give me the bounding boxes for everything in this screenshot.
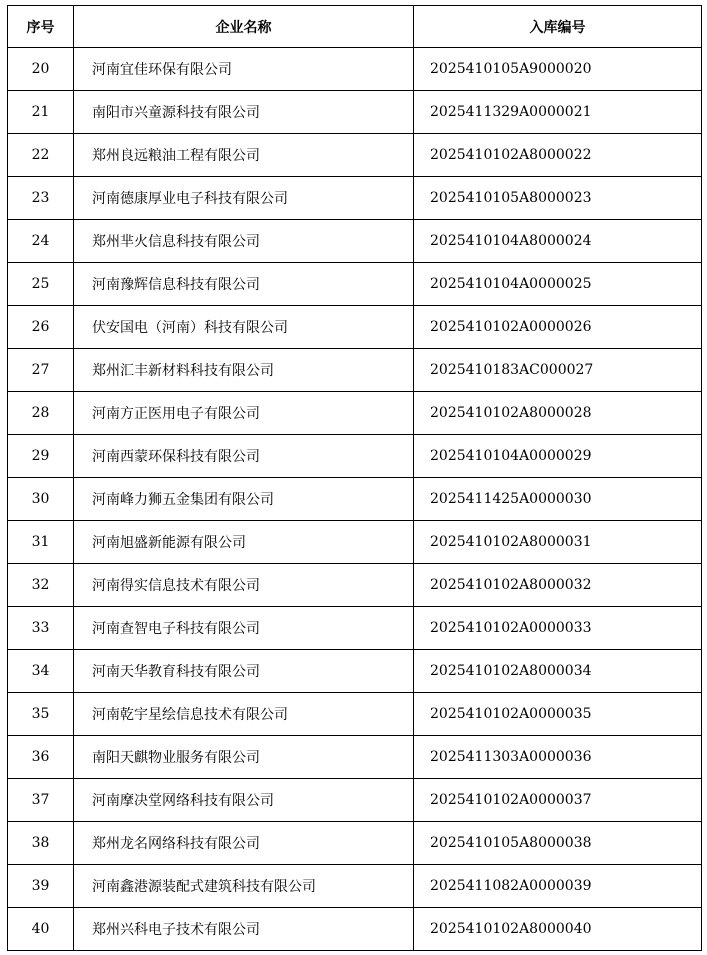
registration-number-cell: 2025410102A8000028: [414, 392, 702, 435]
header-registration-number: 入库编号: [414, 6, 702, 48]
company-name-cell: 郑州兴科电子技术有限公司: [74, 908, 414, 951]
company-name-cell: 河南旭盛新能源有限公司: [74, 521, 414, 564]
table-row: [8, 908, 702, 951]
table-row: [8, 220, 702, 263]
serial-number-cell: 33: [8, 607, 74, 650]
company-name-cell: 郑州龙名网络科技有限公司: [74, 822, 414, 865]
table-row: [8, 865, 702, 908]
company-name-cell: 河南豫辉信息科技有限公司: [74, 263, 414, 306]
serial-number-cell: 40: [8, 908, 74, 951]
registration-number-cell: 2025411329A0000021: [414, 91, 702, 134]
header-company-name: 企业名称: [74, 6, 414, 48]
registration-number-cell: 2025410105A8000023: [414, 177, 702, 220]
registration-number-cell: 2025411425A0000030: [414, 478, 702, 521]
registration-number-cell: 2025410102A0000033: [414, 607, 702, 650]
table-row: [8, 48, 702, 91]
table-row: [8, 779, 702, 822]
table-row: [8, 736, 702, 779]
registration-number-cell: 2025411082A0000039: [414, 865, 702, 908]
registration-number-cell: 2025410102A0000037: [414, 779, 702, 822]
registration-number-cell: 2025410183AC000027: [414, 349, 702, 392]
company-name-cell: 南阳天麒物业服务有限公司: [74, 736, 414, 779]
table-row: [8, 478, 702, 521]
serial-number-cell: 34: [8, 650, 74, 693]
registration-number-cell: 2025410102A8000022: [414, 134, 702, 177]
serial-number-cell: 28: [8, 392, 74, 435]
registration-number-cell: 2025410102A8000034: [414, 650, 702, 693]
registration-number-cell: 2025410102A8000040: [414, 908, 702, 951]
company-name-cell: 河南峰力狮五金集团有限公司: [74, 478, 414, 521]
registration-number-cell: 2025410102A0000026: [414, 306, 702, 349]
registration-number-cell: 2025410102A8000031: [414, 521, 702, 564]
registration-number-cell: 2025410104A0000029: [414, 435, 702, 478]
serial-number-cell: 31: [8, 521, 74, 564]
serial-number-cell: 26: [8, 306, 74, 349]
registration-number-cell: 2025410102A0000035: [414, 693, 702, 736]
company-name-cell: 南阳市兴童源科技有限公司: [74, 91, 414, 134]
registration-number-cell: 2025410102A8000032: [414, 564, 702, 607]
header-serial-number: 序号: [8, 6, 74, 48]
company-name-cell: 河南乾宇星绘信息技术有限公司: [74, 693, 414, 736]
company-name-cell: 郑州汇丰新材料科技有限公司: [74, 349, 414, 392]
serial-number-cell: 38: [8, 822, 74, 865]
company-name-cell: 河南摩决堂网络科技有限公司: [74, 779, 414, 822]
company-name-cell: 郑州芈火信息科技有限公司: [74, 220, 414, 263]
table-row: [8, 392, 702, 435]
company-name-cell: 河南查智电子科技有限公司: [74, 607, 414, 650]
enterprise-table: [7, 5, 702, 951]
table-row: [8, 177, 702, 220]
serial-number-cell: 32: [8, 564, 74, 607]
company-name-cell: 河南天华教育科技有限公司: [74, 650, 414, 693]
serial-number-cell: 25: [8, 263, 74, 306]
table-body: [8, 48, 702, 951]
registration-number-cell: 2025410105A8000038: [414, 822, 702, 865]
table-row: [8, 91, 702, 134]
company-name-cell: 河南得实信息技术有限公司: [74, 564, 414, 607]
registration-number-cell: 2025411303A0000036: [414, 736, 702, 779]
table-row: [8, 607, 702, 650]
company-name-cell: 河南宜佳环保有限公司: [74, 48, 414, 91]
table-row: [8, 822, 702, 865]
company-name-cell: 伏安国电（河南）科技有限公司: [74, 306, 414, 349]
company-name-cell: 河南鑫港源装配式建筑科技有限公司: [74, 865, 414, 908]
registration-number-cell: 2025410104A0000025: [414, 263, 702, 306]
company-name-cell: 郑州良远粮油工程有限公司: [74, 134, 414, 177]
table-row: [8, 263, 702, 306]
table-row: [8, 134, 702, 177]
serial-number-cell: 22: [8, 134, 74, 177]
table-row: [8, 650, 702, 693]
company-name-cell: 河南德康厚业电子科技有限公司: [74, 177, 414, 220]
header-row: [8, 6, 702, 48]
table-row: [8, 349, 702, 392]
serial-number-cell: 24: [8, 220, 74, 263]
table-row: [8, 435, 702, 478]
serial-number-cell: 27: [8, 349, 74, 392]
serial-number-cell: 20: [8, 48, 74, 91]
serial-number-cell: 37: [8, 779, 74, 822]
serial-number-cell: 30: [8, 478, 74, 521]
serial-number-cell: 21: [8, 91, 74, 134]
company-name-cell: 河南方正医用电子有限公司: [74, 392, 414, 435]
table-row: [8, 564, 702, 607]
serial-number-cell: 23: [8, 177, 74, 220]
company-name-cell: 河南西蒙环保科技有限公司: [74, 435, 414, 478]
table-row: [8, 693, 702, 736]
table-header: [8, 6, 702, 48]
table-row: [8, 306, 702, 349]
table-row: [8, 521, 702, 564]
serial-number-cell: 36: [8, 736, 74, 779]
serial-number-cell: 35: [8, 693, 74, 736]
serial-number-cell: 39: [8, 865, 74, 908]
registration-number-cell: 2025410104A8000024: [414, 220, 702, 263]
registration-number-cell: 2025410105A9000020: [414, 48, 702, 91]
serial-number-cell: 29: [8, 435, 74, 478]
